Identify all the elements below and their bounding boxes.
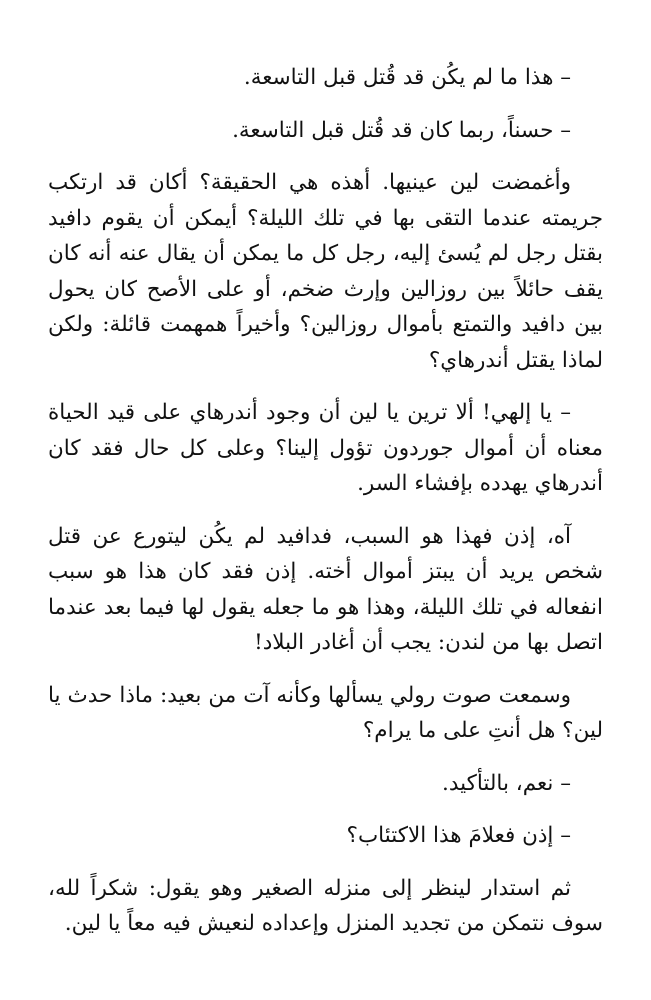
narrative-paragraph: ثم استدار لينظر إلى منزله الصغير وهو يقول: شكراً لله، سوف نتمكن من تجديد المنزل وإعداده لنعيش فيه معاً يا لين. [48,875,603,936]
narrative-paragraph: آه، إذن فهذا هو السبب، فدافيد لم يكُن ليتورع عن قتل شخص يريد أن يبتز أموال أخته. إذن فقد كان هذا هو سبب انفعاله في تلك الليلة، وهذا هو ما جعله يقول لها فيما بعد عندما اتصل بها من لندن: يجب أن أغادر البلاد! [48,523,603,655]
narrative-paragraph: وأغمضت لين عينيها. أهذه هي الحقيقة؟ أكان قد ارتكب جريمته عندما التقى بها في تلك الليلة؟ أيمكن أن يقوم دافيد بقتل رجل لم يُسئ إليه، رجل كل ما يمكن أن يقال عنه أنه كان يقف حائلاً بين روزالين وإرث ضخم، أو على الأصح كان يحول بين دافيد والتمتع بأموال روزالين؟ وأخيراً همهمت قائلة: ولكن لماذا يقتل أندرهاي؟ [48,170,603,373]
dialogue-line: – إذن فعلامَ هذا الاكتئاب؟ [346,823,571,848]
narrative-paragraph: وسمعت صوت رولي يسألها وكأنه آت من بعيد: ماذا حدث يا لين؟ هل أنتِ على ما يرام؟ [48,682,603,743]
narrative-paragraph: – يا إلهي! ألا ترين يا لين أن وجود أندرهاي على قيد الحياة معناه أن أموال جوردون تؤول إلينا؟ وعلى كل حال فقد كان أندرهاي يهدده بإفشاء السر. [48,400,603,496]
dialogue-line: – هذا ما لم يكُن قد قُتل قبل التاسعة. [243,65,571,90]
dialogue-line: – حسناً، ربما كان قد قُتل قبل التاسعة. [232,117,571,143]
dialogue-line: – نعم، بالتأكيد. [442,770,571,796]
